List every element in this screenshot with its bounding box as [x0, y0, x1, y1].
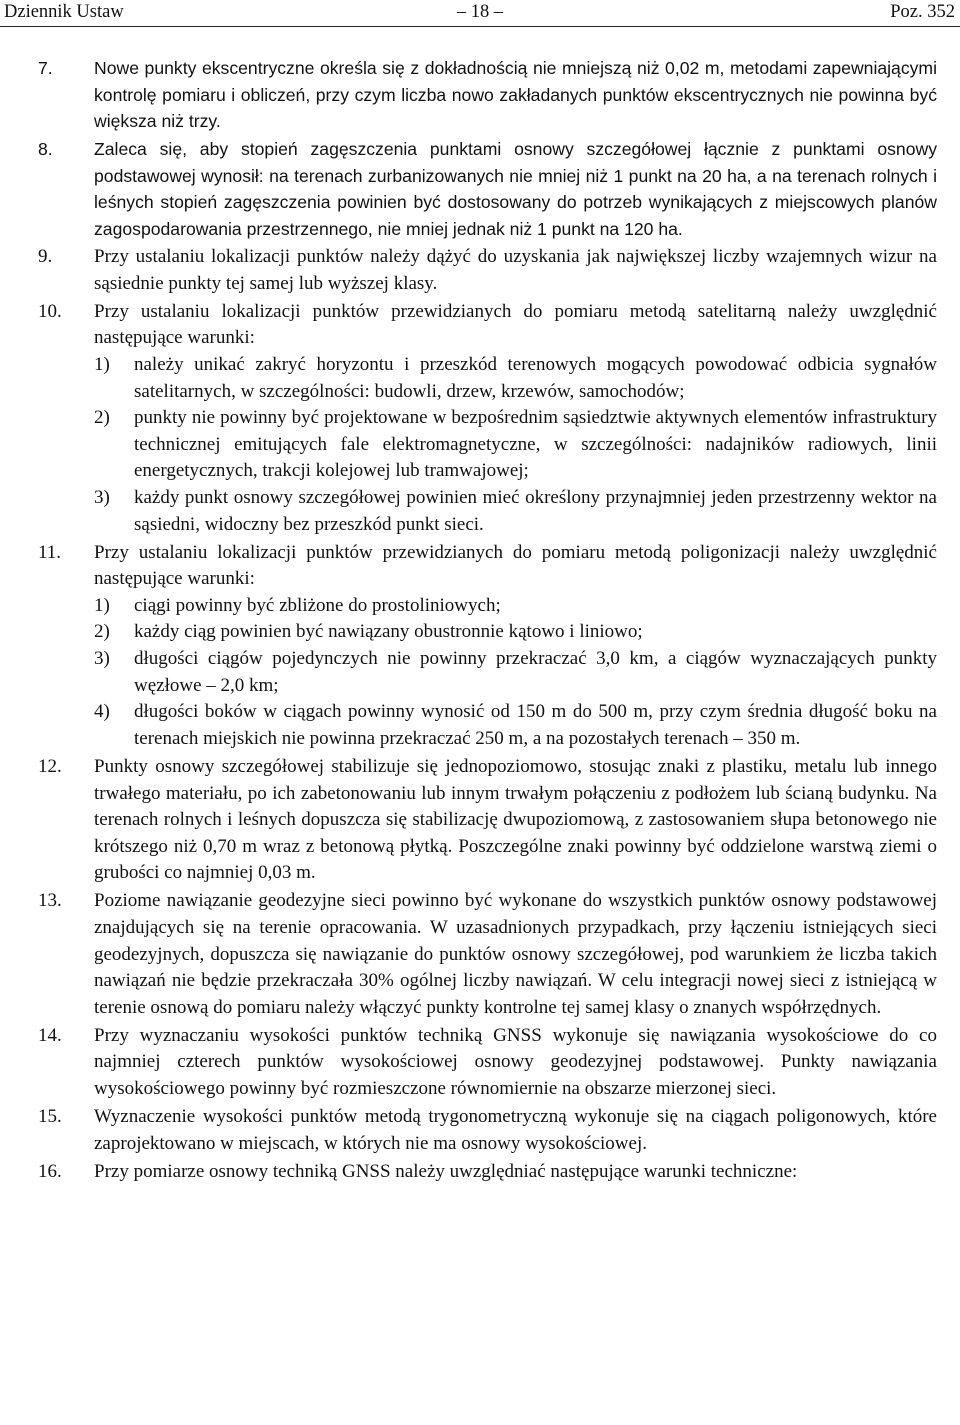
list-item-text: długości boków w ciągach powinny wynosić od 150 m do 500 m, przy czym średnia długość boku na terenach miejskich nie powinna przekraczać 250 m, a na pozostałych terenach – 350 m.	[134, 701, 937, 749]
list-item	[94, 593, 937, 620]
paragraph-12	[38, 754, 937, 887]
list-item-number: 3)	[94, 648, 110, 670]
paragraph-text: Przy pomiarze osnowy techniką GNSS należy uwzględniać następujące warunki techniczne:	[94, 1160, 798, 1182]
paragraph-number: 10.	[38, 300, 62, 322]
paragraph-text: Przy ustalaniu lokalizacji punktów przewidzianych do pomiaru metodą satelitarną należy uwzględnić następujące warunki:	[94, 300, 937, 349]
paragraph-15	[38, 1104, 937, 1157]
list-item-number: 1)	[94, 354, 110, 376]
paragraph-text: Zaleca się, aby stopień zagęszczenia punktami osnowy szczegółowej łącznie z punktami osnowy podstawowej wynosił: na terenach zurbanizowanych nie mniej niż 1 punkt na 20 ha, a na terenach rolnych i leśnych stopień zagęszczenia powinien być dostosowany do potrzeb wynikających z miejscowych planów zagospodarowania przestrzennego, nie mniej jednak niż 1 punkt na 120 ha.	[94, 139, 937, 240]
list-item-number: 2)	[94, 407, 110, 429]
list-item	[94, 405, 937, 485]
paragraph-16	[38, 1159, 937, 1186]
paragraph-text: Przy ustalaniu lokalizacji punktów należy dążyć do uzyskania jak największej liczby wzajemnych wizur na sąsiednie punkty tej samej lub wyższej klasy.	[94, 246, 937, 294]
list-item-text: każdy ciąg powinien być nawiązany obustronnie kątowo i liniowo;	[134, 621, 643, 643]
list-item-text: każdy punkt osnowy szczegółowej powinien mieć określony przynajmniej jeden przestrzenny wektor na sąsiedni, widoczny bez przeszkód punkt sieci.	[134, 487, 937, 535]
paragraph-text: Wyznaczenie wysokości punktów metodą trygonometryczną wykonuje się na ciągach poligonowych, które zaprojektowano w miejscach, w których nie ma osnowy wysokościowej.	[94, 1106, 937, 1154]
journal-title: Dziennik Ustaw	[4, 2, 124, 22]
paragraph-text: Przy wyznaczaniu wysokości punktów techniką GNSS wykonuje się nawiązania wysokościowe do co najmniej czterech punktów wysokościowej osnowy geodezyjnej podstawowej. Punkty nawiązania wysokościowego powinny być rozmieszczone równomiernie na obszarze mierzonej sieci.	[94, 1024, 937, 1100]
document-body	[0, 55, 960, 1185]
paragraph-10	[38, 299, 937, 352]
list-item	[94, 485, 937, 538]
page-number: – 18 –	[456, 2, 504, 22]
paragraph-number: 14.	[38, 1024, 62, 1046]
paragraph-number: 9.	[38, 246, 53, 268]
paragraph-14	[38, 1023, 937, 1103]
list-item-number: 2)	[94, 621, 110, 643]
list-item-text: punkty nie powinny być projektowane w bezpośrednim sąsiedztwie aktywnych elementów infrastruktury technicznej emitujących fale elektromagnetyczne, w szczególności: nadajników radiowych, linii energetycznych, trakcji kolejowej lub tramwajowej;	[134, 407, 937, 482]
list-item-number: 1)	[94, 594, 110, 616]
paragraph-text: Nowe punkty ekscentryczne określa się z dokładnością nie mniejszą niż 0,02 m, metodami zapewniającymi kontrolę pomiaru i obliczeń, przy czym liczba nowo zakładanych punktów ekscentrycznych nie powinna być większa niż trzy.	[94, 58, 937, 132]
list-item	[94, 619, 937, 646]
paragraph-7	[38, 55, 937, 135]
paragraph-number: 11.	[38, 541, 62, 563]
list-item-number: 4)	[94, 701, 110, 723]
paragraph-text: Przy ustalaniu lokalizacji punktów przewidzianych do pomiaru metodą poligonizacji należy uwzględnić następujące warunki:	[94, 541, 937, 590]
list-item-number: 3)	[94, 487, 110, 508]
paragraph-number: 13.	[38, 890, 62, 912]
list-item	[94, 352, 937, 405]
paragraph-9	[38, 244, 937, 297]
paragraph-number: 16.	[38, 1160, 62, 1182]
list-item	[94, 646, 937, 699]
paragraph-number: 7.	[38, 58, 53, 78]
paragraph-text: Poziome nawiązanie geodezyjne sieci powinno być wykonane do wszystkich punktów osnowy podstawowej znajdujących się na terenie opracowania. W uzasadnionych przypadkach, przy łączeniu istniejących sieci geodezyjnych, dopuszcza się nawiązanie do punktów osnowy szczegółowej, pod warunkiem że liczba takich nawiązań nie będzie przekraczała 30% ogólnej liczby nawiązań. W celu integracji nowej sieci z istniejącą w terenie osnową do pomiaru należy włączyć punkty kontrolne tej samej klasy o znanych współrzędnych.	[94, 890, 937, 1018]
paragraph-number: 15.	[38, 1106, 62, 1128]
list-item-text: długości ciągów pojedynczych nie powinny przekraczać 3,0 km, a ciągów wyznaczających punkty węzłowe – 2,0 km;	[134, 648, 937, 696]
position-number: Poz. 352	[890, 2, 955, 22]
paragraph-8	[38, 136, 937, 242]
paragraph-number: 8.	[38, 139, 53, 160]
page-header	[0, 0, 960, 27]
paragraph-11	[38, 540, 937, 593]
paragraph-13	[38, 888, 937, 1021]
paragraph-number: 12.	[38, 755, 62, 777]
list-item-text: należy unikać zakryć horyzontu i przeszkód terenowych mogących powodować odbicia sygnałów satelitarnych, w szczególności: budowli, drzew, krzewów, samochodów;	[134, 354, 937, 402]
list-item	[94, 699, 937, 752]
paragraph-text: Punkty osnowy szczegółowej stabilizuje się jednopoziomowo, stosując znaki z plastiku, metalu lub innego trwałego materiału, po ich zabetonowaniu lub innym trwałym połączeniu z podłożem lub ścianą budynku. Na terenach rolnych i leśnych dopuszcza się stabilizację dwupoziomową, z zastosowaniem słupa betonowego nie krótszego niż 0,70 m wraz z betonową płytką. Poszczególne znaki powinny być oddzielone warstwą ziemi o grubości co najmniej 0,03 m.	[94, 755, 937, 884]
list-item-text: ciągi powinny być zbliżone do prostoliniowych;	[134, 594, 501, 616]
